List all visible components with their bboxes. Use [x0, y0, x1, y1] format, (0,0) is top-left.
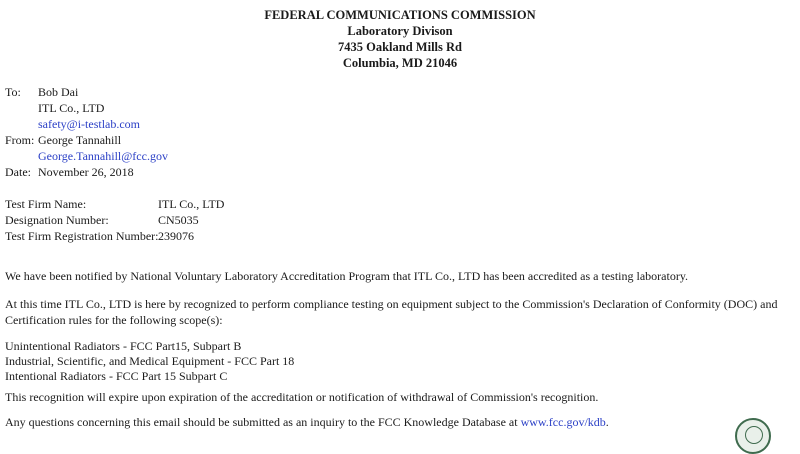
firm-name-value: ITL Co., LTD — [158, 197, 225, 211]
questions-period: . — [605, 415, 609, 429]
to-company: ITL Co., LTD — [38, 101, 105, 115]
scope-item: Industrial, Scientific, and Medical Equipment - FCC Part 18 — [5, 354, 295, 368]
date-value: November 26, 2018 — [38, 165, 134, 179]
from-row — [5, 132, 121, 148]
scope-item: Intentional Radiators - FCC Part 15 Subpart C — [5, 369, 228, 383]
to-email-link[interactable]: safety@i-testlab.com — [38, 117, 141, 131]
accreditation-paragraph: We have been notified by National Voluntary Laboratory Accreditation Program that ITL Co., LTD has been accredited as a testing laboratory. — [5, 269, 689, 283]
questions-paragraph — [5, 414, 795, 430]
date-row — [5, 164, 134, 180]
from-name: George Tannahill — [38, 133, 122, 147]
designation-value: CN5035 — [158, 213, 199, 227]
firm-name-label: Test Firm Name: — [5, 197, 87, 211]
division-name: Laboratory Divison — [347, 24, 453, 38]
questions-text: Any questions concerning this email should be submitted as an inquiry to the FCC Knowledge Database at — [5, 415, 521, 429]
city-address: Columbia, MD 21046 — [342, 56, 458, 70]
scope-item: Unintentional Radiators - FCC Part15, Subpart B — [5, 339, 242, 353]
expiration-paragraph: This recognition will expire upon expiration of the accreditation or notification of withdrawal of Commission's recognition. — [5, 390, 599, 404]
from-label: From: — [5, 133, 35, 147]
to-name: Bob Dai — [38, 85, 79, 99]
street-address: 7435 Oakland Mills Rd — [338, 40, 462, 54]
kdb-link[interactable]: www.fcc.gov/kdb — [520, 415, 606, 429]
fcc-seal-icon — [735, 418, 771, 454]
to-row — [5, 84, 78, 100]
designation-label: Designation Number: — [5, 213, 109, 227]
letterhead — [0, 7, 800, 71]
registration-value: 239076 — [158, 229, 194, 243]
agency-name: FEDERAL COMMUNICATIONS COMMISSION — [264, 8, 536, 22]
recognition-paragraph: At this time ITL Co., LTD is here by recognized to perform compliance testing on equipment subject to the Commission's Declaration of Conformity (DOC) and Certification rules for the following scope(s): — [5, 297, 778, 327]
date-label: Date: — [5, 165, 31, 179]
registration-label: Test Firm Registration Number: — [5, 229, 159, 243]
from-email-link[interactable]: George.Tannahill@fcc.gov — [38, 149, 168, 163]
to-label: To: — [5, 85, 21, 99]
